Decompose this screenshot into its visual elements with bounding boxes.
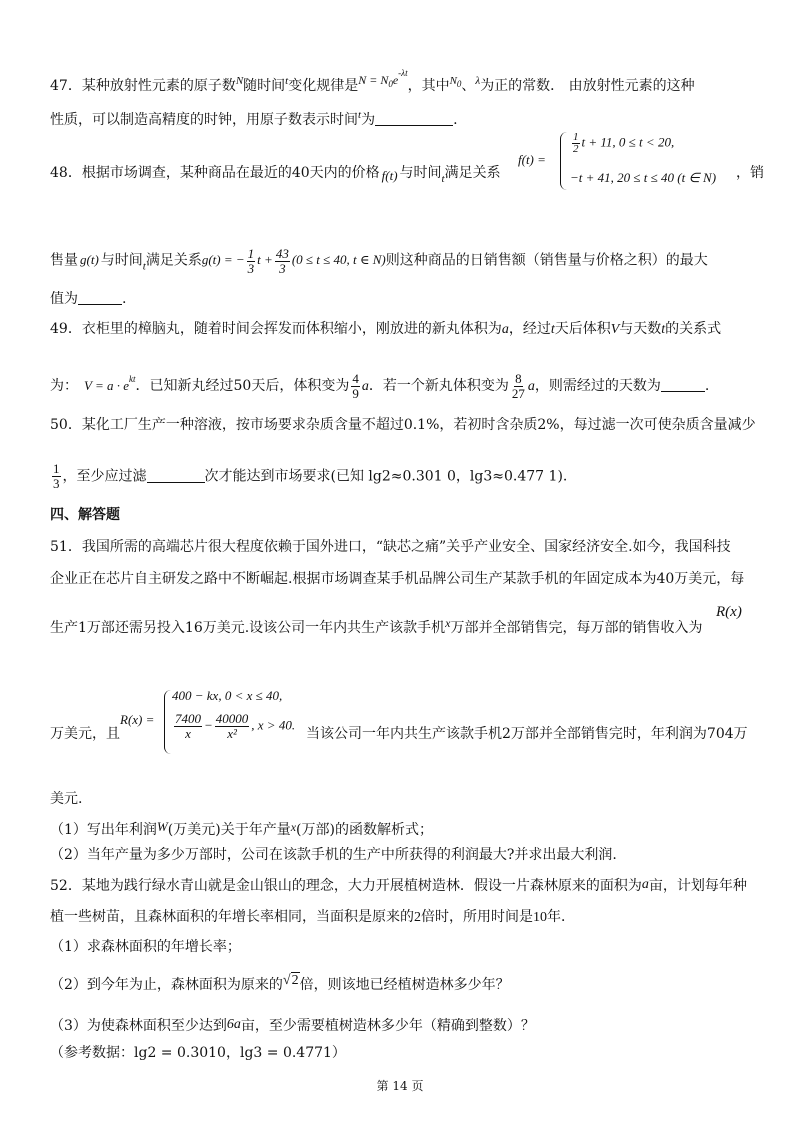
q51-number: 51． [50,539,82,555]
q48-answer-blank[interactable] [78,290,122,305]
q52-sqrt2: √2 [282,973,299,988]
q47-text: 随时间 [243,78,286,94]
q49-var-a: a [527,379,535,394]
q49-frac1 [351,372,360,401]
q49-formula [84,374,136,393]
page-footer: 第 14 页 [376,1079,424,1093]
q48-case1-rest: t + 11, 0 ≤ t < 20, [581,134,675,150]
q48-f-lhs: f(t) = [518,152,546,167]
q51-R-case2 [172,712,295,741]
frac-num: 1 [247,246,255,261]
q52-text: 植一些树苗，且森林面积的年增长率相同，当面积是原来的 [50,909,414,925]
q48-g-formula [201,246,386,276]
q48-line3 [50,290,758,308]
formula-part: -λt [398,68,408,78]
frac-den: 27 [511,385,525,401]
q51-text: (万部)的函数解析式； [296,822,433,838]
q52-two: 2 [414,910,421,925]
q51-text: 生产1万部还需另投入16万美元.设该公司一年内共生产该款手机 [50,620,446,636]
frac-num: 1 [53,461,60,476]
q48-case2: −t + 41, 20 ≤ t ≤ 40 (t ∈ N) [570,170,717,185]
q48-text: . [122,291,127,307]
frac-den: 9 [352,385,359,401]
sqrt-radicand: 2 [291,973,299,988]
q51-text: 我国所需的高端芯片很大程度依赖于国外进口，“缺芯之痛”关乎产业安全、国家经济安全.如今，我国科技 [81,539,731,555]
frac [247,247,256,276]
q48-ft: f(t) [381,168,398,183]
q50-answer-blank[interactable] [147,468,205,483]
q50-line2 [50,462,758,491]
q51-part1 [50,818,758,839]
q49-text: 的关系式 [665,321,722,337]
q52-reference-data: （参考数据：lg2 = 0.3010，lg3 = 0.4771） [50,1045,346,1061]
q49-text: ，则需经过的天数为 [534,378,661,394]
q47-text: 变化规律是 [288,78,359,94]
q48-case1-frac [572,132,580,155]
q51-text: （1）写出年利润 [50,822,157,838]
q49-var-t: t [661,322,666,337]
frac [275,247,290,276]
q49-line1 [50,320,758,339]
q48-gt: g(t) [80,252,99,268]
q47-number: 47． [50,78,82,94]
q49-text: . [704,378,710,394]
frac-num: 40000 [215,711,249,726]
frac [215,712,250,741]
q47-var-t: t [285,75,289,87]
q48-var-t: t [441,173,445,185]
q52-line2 [50,908,758,927]
q47-text: 、 [461,78,476,94]
frac-den: 3 [247,261,255,276]
frac-num: 1 [573,131,579,143]
q47-var-lambda: λ [475,75,481,87]
q50-text: 次才能达到市场要求(已知 lg2≈0.301 0，lg3≈0.477 1). [204,468,568,485]
section-heading: 四、解答题 [50,507,120,523]
q48-text: 满足关系 [444,165,501,181]
q50-text: 某化工厂生产一种溶液，按市场要求杂质含量不超过0.1%，若初时含杂质2%，每过滤一次可使杂质含量减少 [81,417,756,433]
q50-line1 [50,416,758,434]
formula-part: V = a · e [84,378,129,393]
q49-answer-blank[interactable] [661,377,705,392]
q52-ten: 10 [533,910,547,925]
q48-text: 售量 [50,252,78,269]
q49-var-t: t [550,322,555,337]
q48-text: 与时间 [100,252,143,269]
q50-number: 50． [50,417,82,433]
q51-text: 当该公司一年内共生产该款手机2万部并全部销售完时，年利润为704万 [306,726,748,742]
q47-line2 [50,106,758,129]
q48-number: 48． [50,165,82,181]
q48-text: ，销 [736,165,764,181]
q50-frac [52,462,61,491]
q52-number: 52． [50,878,82,894]
q49-text: ．已知新丸经过50天后，体积变为 [135,378,350,394]
q51-var-W: W [156,819,168,834]
q48-text: 值为 [50,291,78,307]
formula-part: (0 ≤ t ≤ 40, t ∈ N) [291,252,386,268]
q48-line2 [50,247,758,276]
q47-var-N: N [235,75,244,87]
frac-den: 2 [573,143,579,155]
q51-text: (万美元)关于年产量 [167,822,291,838]
q48-case1 [570,132,674,155]
q51-line1 [50,538,758,556]
formula-part: t + [257,252,273,268]
q48-brace [560,132,569,190]
q52-part3 [50,1016,758,1035]
q52-text: 年． [547,909,575,925]
q47-text: 某种放射性元素的原子数 [81,78,236,94]
q52-text: 亩，至少需要植树造林多少年（精确到整数）？ [240,1018,535,1034]
q49-var-a: a [501,322,509,337]
formula-part: kt [129,374,136,384]
q51-text: 万部并全部销售完，每万部的销售收入为 [450,620,703,636]
q49-number: 49． [50,321,82,337]
frac-num: 43 [275,246,289,261]
q49-text: ，经过 [508,321,551,337]
q49-text: ．若一个新丸体积变为 [368,378,509,394]
q50-text: ，至少应过滤 [62,468,147,485]
q52-part1: （1）求森林面积的年增长率； [50,939,241,955]
frac-den: 3 [279,261,286,276]
q51-var-x: x [445,616,451,630]
q52-text: 倍，则该地已经植树造林多少年？ [299,977,510,993]
q49-text: 与天数 [619,321,662,337]
q49-var-a: a [361,379,369,394]
formula-part: e [392,73,399,87]
q52-var-a: a [641,877,649,892]
q52-text: 某地为践行绿水青山就是金山银山的理念，大力开展植树造林．假设一片森林原来的面积为 [81,878,642,894]
q51-R-lhs: R(x) = [120,712,155,727]
q51-line5: 美元. [50,791,83,807]
frac-num: 7400 [175,711,201,726]
formula-part: 0 [456,79,462,89]
formula-part: N [449,75,457,87]
frac-num: 4 [352,370,359,386]
formula-part: N = N [358,73,389,87]
q51-text: 万美元，且 [50,726,120,742]
frac [174,712,202,741]
q47-text: ，其中 [407,78,450,94]
q47-text: 为 [361,112,376,128]
q48-text: 与时间 [399,165,442,181]
q51-Rx: R(x) [716,604,742,620]
q49-text: 为： [50,378,78,394]
formula-part: − [204,717,213,733]
q47-var-N0 [450,75,462,87]
q47-line1 [50,64,758,95]
frac-den: 3 [53,476,60,491]
q49-var-V: V [610,322,620,337]
formula-part: 0 [388,79,393,89]
frac-den: x² [227,726,237,741]
q48-var-t: t [142,260,146,273]
q47-answer-blank[interactable] [375,111,453,126]
q52-text: （3）为使森林面积至少达到 [50,1018,227,1034]
q52-text: 亩，计划每年种 [648,878,747,894]
q52-part2 [50,972,758,994]
q51-part2: （2）当年产量为多少万部时，公司在该款手机的生产中所获得的利润最大?并求出最大利润. [50,847,617,863]
q52-six-a: 6a [226,1017,241,1032]
q51-line2: 企业正在芯片自主研发之路中不断崛起.根据市场调查某手机品牌公司生产某款手机的年固定成本为40万美元，每 [50,571,745,587]
q48-text: 则这种商品的日销售额（销售量与价格之积）的最大 [385,252,708,269]
q49-text: 天后体积 [554,321,611,337]
q49-line2 [50,370,758,401]
q47-text: . [453,112,458,128]
q51-line3 [50,614,758,637]
q49-text: 衣柜里的樟脑丸，随着时间会挥发而体积缩小，刚放进的新丸体积为 [81,321,502,337]
q52-line1 [50,876,758,895]
formula-part: , x > 40. [251,717,296,733]
q47-text: 为正的常数． 由放射性元素的这种 [480,78,695,94]
q47-text: 性质，可以制造高精度的时钟，用原子数表示时间 [50,112,358,128]
q48-text: 根据市场调查，某种商品在最近的40天内的价格 [81,165,380,181]
q51-var-x: x [290,820,297,834]
q51-R-case1: 400 − kx, 0 < x ≤ 40, [172,688,283,703]
q47-var-t: t [358,109,362,121]
q52-text: 倍时，所用时间是 [421,909,533,925]
formula-part: g(t) = − [201,252,245,268]
q49-frac2 [511,372,526,401]
q48-text: 满足关系 [145,252,202,269]
frac-num: 8 [515,370,522,386]
frac-den: x [185,726,191,741]
q52-text: （2）到今年为止，森林面积为原来的 [50,977,283,993]
